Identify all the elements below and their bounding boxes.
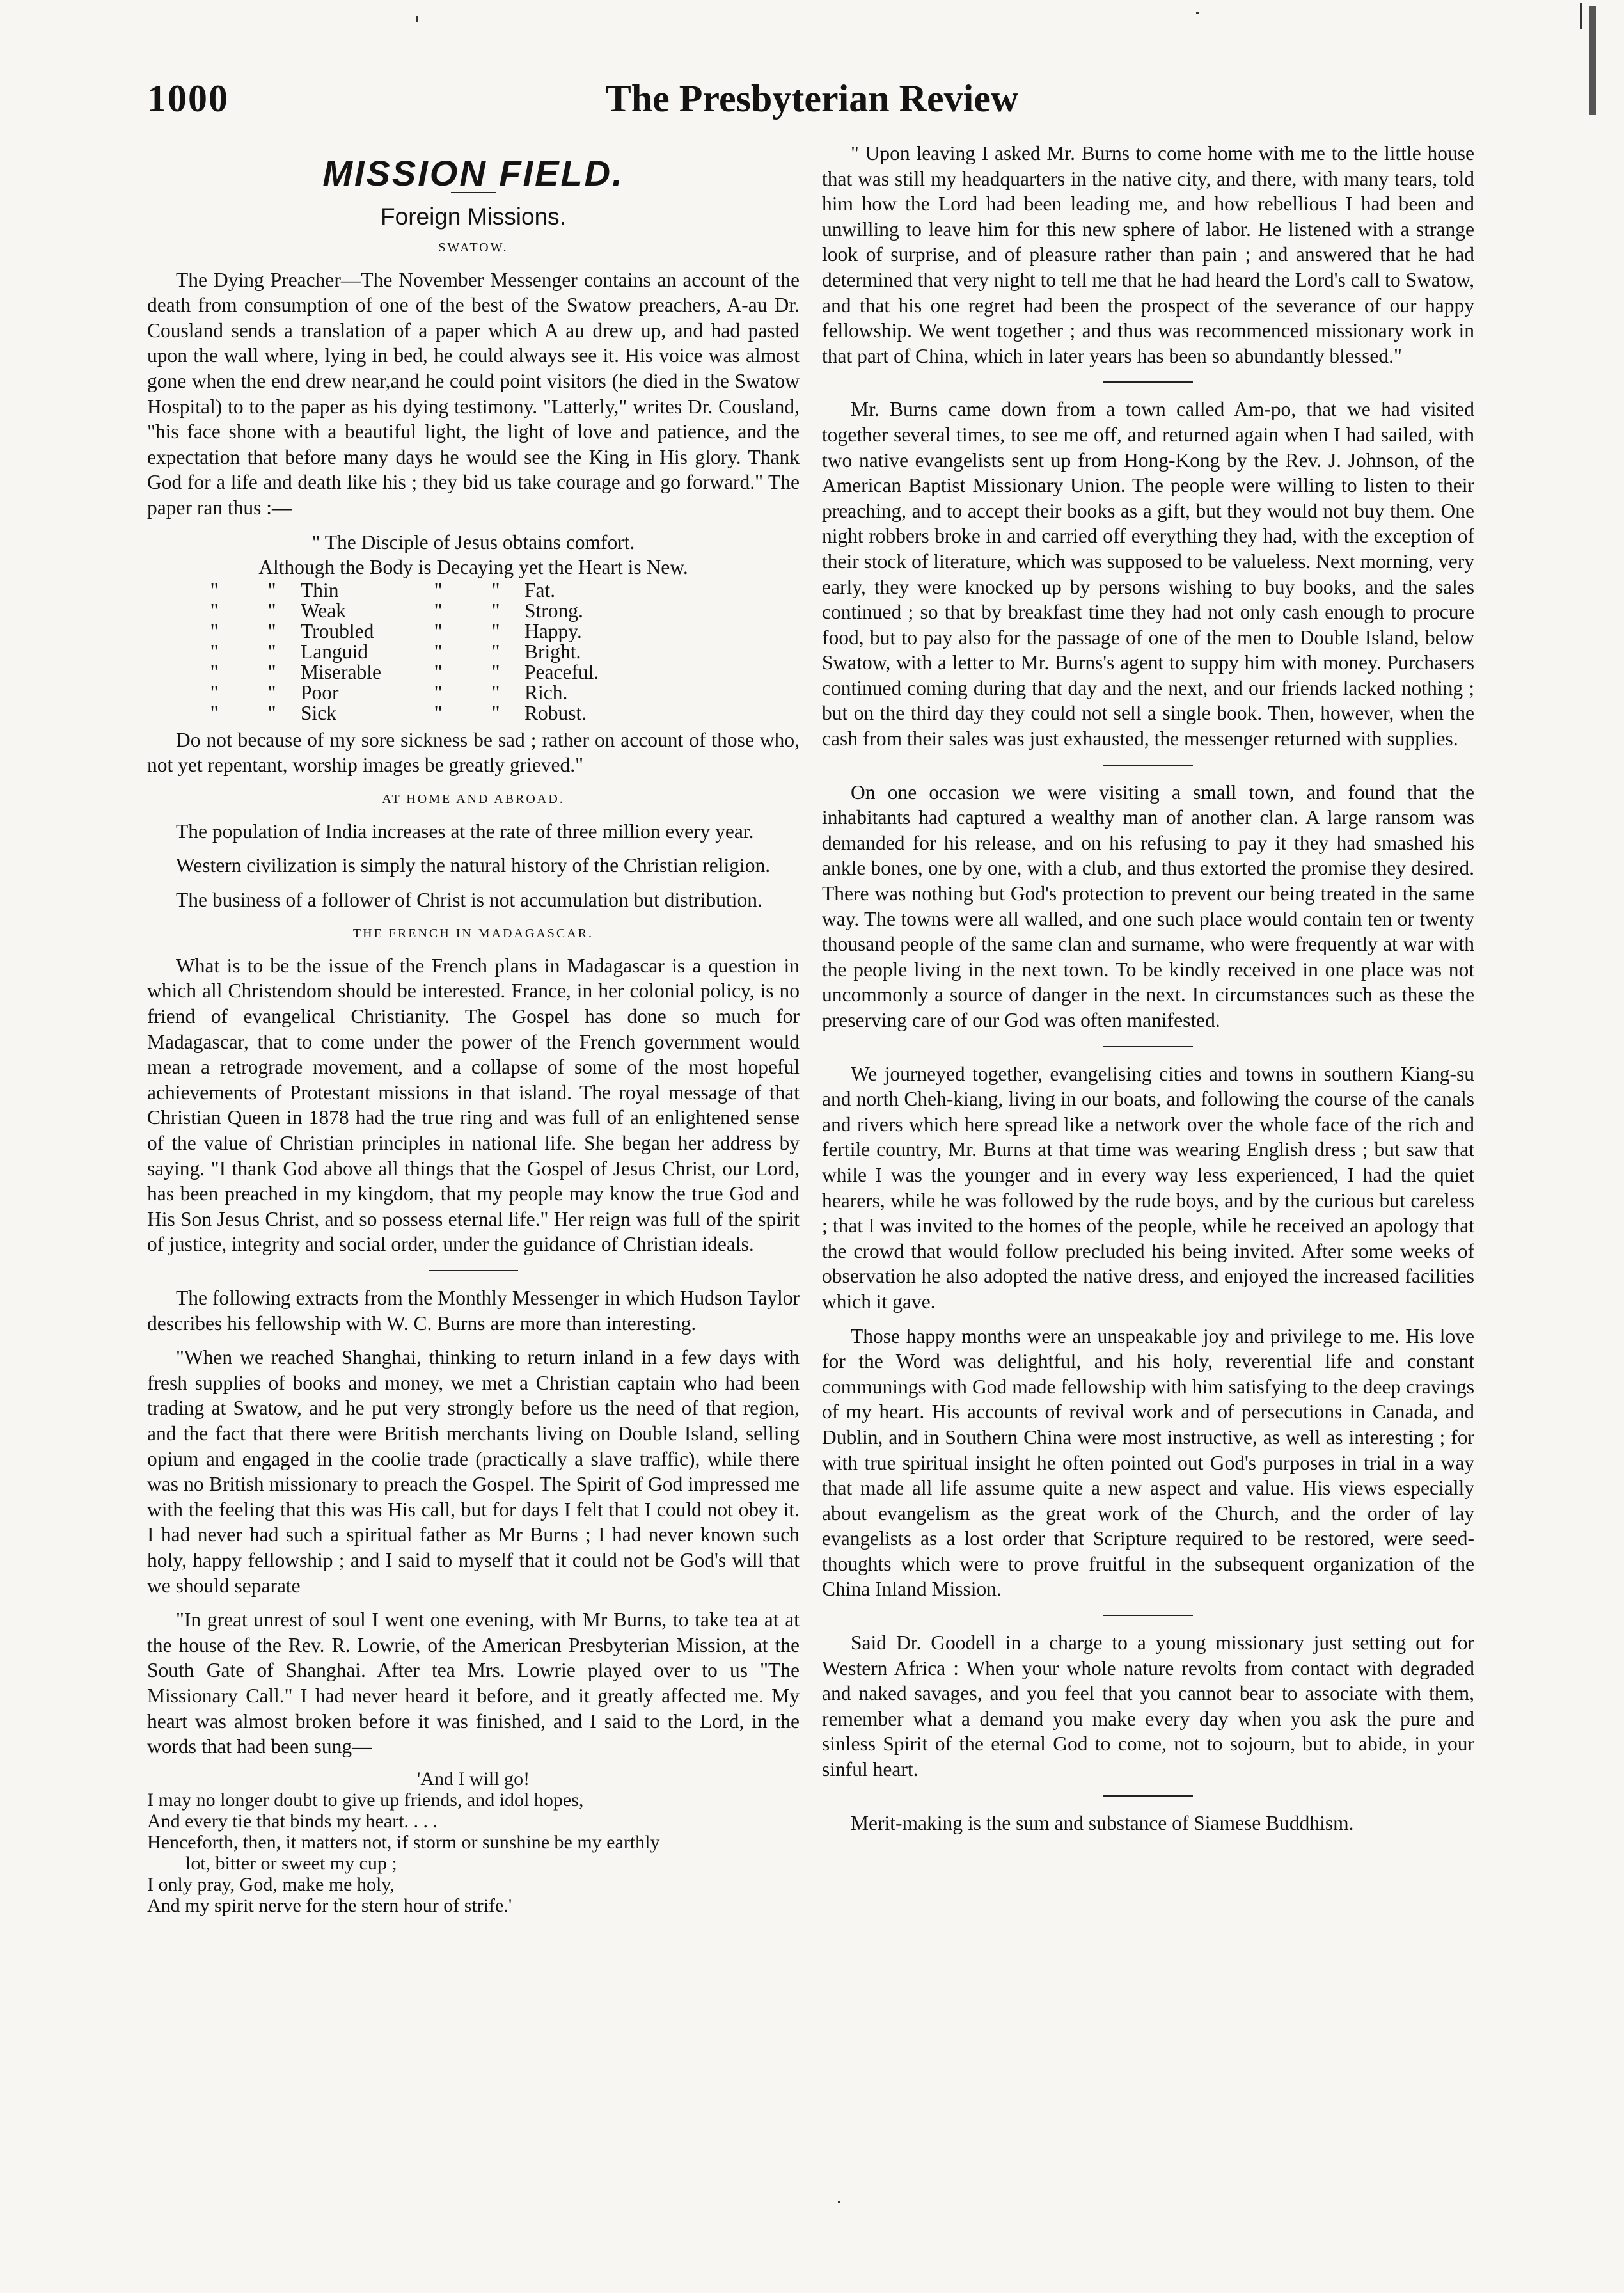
- poem-word: Weak: [301, 599, 346, 622]
- ditto-mark: ": [491, 578, 500, 601]
- poem-word: Poor: [301, 681, 339, 704]
- goodell-paragraph: Said Dr. Goodell in a charge to a young missionary just setting out for Western Africa : When your whole nature revolts from contact with degraded and naked savages, and you feel that you cannot bear to associate with them, remember what a demand you make every day when you ask the pure and sinless Spirit of the eternal God to come, not to sojourn, but to abide, in your sinful heart.: [822, 1631, 1474, 1781]
- poem-line-1: " The Disciple of Jesus obtains comfort.: [311, 530, 635, 553]
- ditto-mark: ": [491, 681, 500, 704]
- shanghai-paragraph: "When we reached Shanghai, thinking to return inland in a few days with fresh supplies of books and money, we met a Christian captain who had been trading at Swatow, and he put very strongly before us the need of that region, and the fact that there were British merchants living on Double Island, selling opium and engaged in the coolie trade (practically a slave traffic), while there was no British missionary to preach the Gospel. The Spirit of God impressed me with the feeling that this was His call, but for days I felt that I could not obey it. I had never had such a spiritual father as Mr Burns ; I had never known such holy, happy fellowship ; and I said to myself that it could not be God's will that we should separate: [147, 1346, 800, 1597]
- ditto-mark: ": [491, 660, 500, 683]
- ditto-mark: ": [267, 578, 276, 601]
- ditto-mark: ": [267, 619, 276, 642]
- poem-row: [185, 683, 633, 703]
- poem-word: Robust.: [524, 701, 587, 724]
- ditto-mark: ": [434, 619, 443, 642]
- poem-row: [185, 621, 633, 642]
- verse-line: 'And I will go!: [416, 1768, 530, 1789]
- dying-preacher-paragraph: The Dying Preacher—The November Messenger contains an account of the death from consumption of one of the best of the Swatow preachers, A-au Dr. Cousland sends a translation of a paper which A au drew up, and had pasted upon the wall where, lying in bed, he could always see it. His voice was almost gone when the end drew near,and he could point visitors (he died in the Swatow Hospital) to to the paper as his dying testimony. "Latterly," writes Dr. Cousland, "his face shone with a beautiful light, the light of love and patience, and the expectation that before many days he would see the King in His glory. Thank God for a life and death like his ; they bid us take courage and go forward." The paper ran thus :—: [147, 268, 800, 519]
- ditto-mark: ": [491, 619, 500, 642]
- poem-word: Fat.: [524, 578, 556, 601]
- poem-word: Bright.: [524, 640, 581, 663]
- ditto-mark: ": [267, 640, 276, 663]
- poem-row: [185, 601, 633, 621]
- poem-word: Thin: [301, 578, 339, 601]
- ditto-mark: ": [434, 701, 443, 724]
- section-rule: [429, 1270, 518, 1271]
- upon-leaving-paragraph: " Upon leaving I asked Mr. Burns to come home with me to the little house that was still my headquarters in the native city, and there, with many tears, told him how the Lord had been leading me, and how rebellious I had been and unwilling to leave him for this new sphere of labor. He listened with a strange look of surprise, and of pleasure rather than pain ; and answered that he had determined that very night to tell me that he had heard the Lord's call to Swatow, and that his one regret had been the prospect of the severance of our happy fellowship. We went together ; and thus was recommenced missionary work in that part of China, which in later years has been so abundantly blessed.": [822, 142, 1474, 367]
- ditto-mark: ": [210, 660, 219, 683]
- ditto-mark: ": [267, 681, 276, 704]
- ditto-mark: ": [210, 599, 219, 622]
- section-rule: [1103, 1615, 1193, 1616]
- section-rule: [1103, 765, 1193, 766]
- verse-line: Henceforth, then, it matters not, if storm or sunshine be my earthly: [147, 1831, 660, 1853]
- poem-word: Peaceful.: [524, 660, 599, 683]
- swatow-heading: SWATOW.: [438, 241, 508, 255]
- print-speck: [1196, 12, 1199, 14]
- poem-table: [185, 580, 633, 724]
- print-speck: [1580, 3, 1582, 29]
- ditto-mark: ": [434, 640, 443, 663]
- india-paragraph: The population of India increases at the rate of three million every year.: [176, 820, 754, 843]
- follower-paragraph: The business of a follower of Christ is not accumulation but distribution.: [176, 888, 762, 911]
- running-header: [0, 77, 1624, 134]
- ditto-mark: ": [491, 640, 500, 663]
- ampo-paragraph: Mr. Burns came down from a town called Am-po, that we had visited together several times, to see me off, and returned again when I had sailed, with two native evangelists sent up from Hong-Kong by the Rev. J. Johnson, of the American Baptist Missionary Union. The people were willing to listen to their preaching, and to accept their books as a gift, but they would not buy them. One night robbers broke in and carried off everything they had, with the exception of their stock of literature, which was supposed to be valueless. Next morning, very early, they were knocked up by persons wishing to buy books, and the sales continued ; so that by breakfast time they had not only cash enough to procure food, but to pay also for the passage of one of the men to Double Island, below Swatow, with a letter to Mr. Burns's agent to suppy him with money. Purchasers continued coming during that day and the next, and our friends lacked nothing ; but on the third day they could not sell a single book. Then, however, when the cash from their sales was just exhausted, the messenger returned with supplies.: [822, 398, 1474, 750]
- ditto-mark: ": [210, 681, 219, 704]
- verse-line: lot, bitter or sweet my cup ;: [185, 1852, 397, 1874]
- section-rule: [1103, 1046, 1193, 1047]
- journey-paragraph: We journeyed together, evangelising cities and towns in southern Kiang-su and north Cheh-kiang, living in our boats, and following the course of the canals and rivers which here spread like a network over the whole face of the rich and fertile country, Mr. Burns at that time was wearing English dress ; but saw that while I was the younger and in every way less experienced, I had the quiet hearers, while he was followed by the rude boys, and by the curious but careless ; that I was invited to the homes of the people, while he received an apology that the crowd that would follow precluded his being invited. After some weeks of observation he also adopted the native dress, and enjoyed the increased facilities which it gave.: [822, 1062, 1474, 1313]
- poem-word: Languid: [301, 640, 368, 663]
- verse-line: And my spirit nerve for the stern hour of strife.': [147, 1894, 512, 1916]
- print-speck: [416, 16, 418, 22]
- page-number: 1000: [147, 77, 229, 120]
- poem-word: Happy.: [524, 619, 582, 642]
- poem-word: Troubled: [301, 619, 374, 642]
- poem-row: [185, 703, 633, 724]
- section-rule: [1103, 1795, 1193, 1797]
- extracts-intro-paragraph: The following extracts from the Monthly Messenger in which Hudson Taylor describes his fellowship with W. C. Burns are more than interesting.: [147, 1287, 800, 1335]
- poem-line-2: Although the Body is Decaying yet the Heart is New.: [258, 556, 688, 579]
- verse-line: I only pray, God, make me holy,: [147, 1873, 395, 1895]
- poem-word: Sick: [301, 701, 337, 724]
- journal-title: The Presbyterian Review: [605, 77, 1019, 120]
- poem-word: Rich.: [524, 681, 568, 704]
- poem-row: [185, 580, 633, 601]
- ditto-mark: ": [434, 681, 443, 704]
- poem-row: [185, 662, 633, 683]
- section-title: MISSION FIELD.: [322, 153, 624, 193]
- ditto-mark: ": [434, 660, 443, 683]
- ditto-mark: ": [491, 599, 500, 622]
- ditto-mark: ": [267, 701, 276, 724]
- civilization-paragraph: Western civilization is simply the natural history of the Christian religion.: [176, 854, 771, 877]
- unrest-paragraph: "In great unrest of soul I went one evening, with Mr Burns, to take tea at at the house of the Rev. R. Lowrie, of the American Presbyterian Mission, at the South Gate of Shanghai. After tea Mrs. Lowrie played over to us "The Missionary Call." I had never heard it before, and it greatly affected me. My heart was almost broken before it was finished, and I said to the Lord, in the words that had been sung—: [147, 1608, 800, 1758]
- poem-word: Strong.: [524, 599, 583, 622]
- left-column: [147, 141, 800, 1916]
- french-madagascar-heading: THE FRENCH IN MADAGASCAR.: [352, 926, 594, 941]
- merit-making-paragraph: Merit-making is the sum and substance of Siamese Buddhism.: [851, 1811, 1354, 1834]
- ditto-mark: ": [210, 701, 219, 724]
- ditto-mark: ": [210, 640, 219, 663]
- hymn-verse: [147, 1768, 800, 1916]
- home-abroad-heading: AT HOME AND ABROAD.: [382, 791, 565, 806]
- print-speck: [838, 2201, 840, 2203]
- ditto-mark: ": [267, 599, 276, 622]
- poem-closing-paragraph: Do not because of my sore sickness be sad ; rather on account of those who, not yet repentant, worship images be greatly grieved.": [147, 728, 800, 777]
- ditto-mark: ": [434, 599, 443, 622]
- ditto-mark: ": [210, 619, 219, 642]
- ransom-paragraph: On one occasion we were visiting a small town, and found that the inhabitants had captured a wealthy man of another clan. A large ransom was demanded for his release, and on his refusing to pay it they had smashed his ankle bones, one by one, with a club, and thus extorted the promise they desired. There was nothing but God's protection to prevent our being treated in the same way. The towns were all walled, and one such place would contain ten or twenty thousand people of the same clan and surname, who were frequently at war with the people living in the next town. To be kindly received in one place was not uncommonly a source of danger in the next. In circumstances such as these the preserving care of our God was often manifested.: [822, 781, 1474, 1031]
- ditto-mark: ": [434, 578, 443, 601]
- ditto-mark: ": [267, 660, 276, 683]
- madagascar-paragraph: What is to be the issue of the French plans in Madagascar is a question in which all Christendom should be interested. France, in her colonial policy, is no friend of evangelical Christianity. The Gospel has done so much for Madagascar, that to come under the power of the French government would mean a retrograde movement, and a collapse of some of the most hopeful achievements of Protestant missions in that island. The royal message of that Christian Queen in 1878 had the true ring and was full of an enlightened sense of the value of Christian principles in national life. She began her address by saying. "I thank God above all things that the Gospel of Jesus Christ, our Lord, has been preached in my kingdom, that my people may know the true God and His Son Jesus Christ, and so possess eternal life." Her reign was full of the spirit of justice, integrity and social order, under the guidance of Christian ideals.: [147, 954, 800, 1256]
- ditto-mark: ": [491, 701, 500, 724]
- right-column: [822, 141, 1474, 1845]
- verse-line: And every tie that binds my heart. . . .: [147, 1810, 438, 1832]
- verse-line: I may no longer doubt to give up friends, and idol hopes,: [147, 1789, 584, 1811]
- subsection-title: Foreign Missions.: [381, 203, 566, 230]
- poem-row: [185, 642, 633, 662]
- ditto-mark: ": [210, 578, 219, 601]
- section-rule: [1103, 381, 1193, 383]
- happy-months-paragraph: Those happy months were an unspeakable joy and privilege to me. His love for the Word was delightful, and his holy, reverential life and constant communings with God made fellowship with him satisfying to the deep cravings of my heart. His accounts of revival work and of persecutions in Canada, and Dublin, and in Southern China were most instructive, as well as interesting ; for with true spiritual insight he often pointed out God's purposes in trial in a way that made all life assume quite a new aspect and value. His views especially about evangelism as the great work of the Church, and the order of lay evangelists as a lost order that Scripture required to be restored, were seed-thoughts which were to prove fruitful in the subsequent organization of the China Inland Mission.: [822, 1324, 1474, 1601]
- poem-word: Miserable: [301, 660, 381, 683]
